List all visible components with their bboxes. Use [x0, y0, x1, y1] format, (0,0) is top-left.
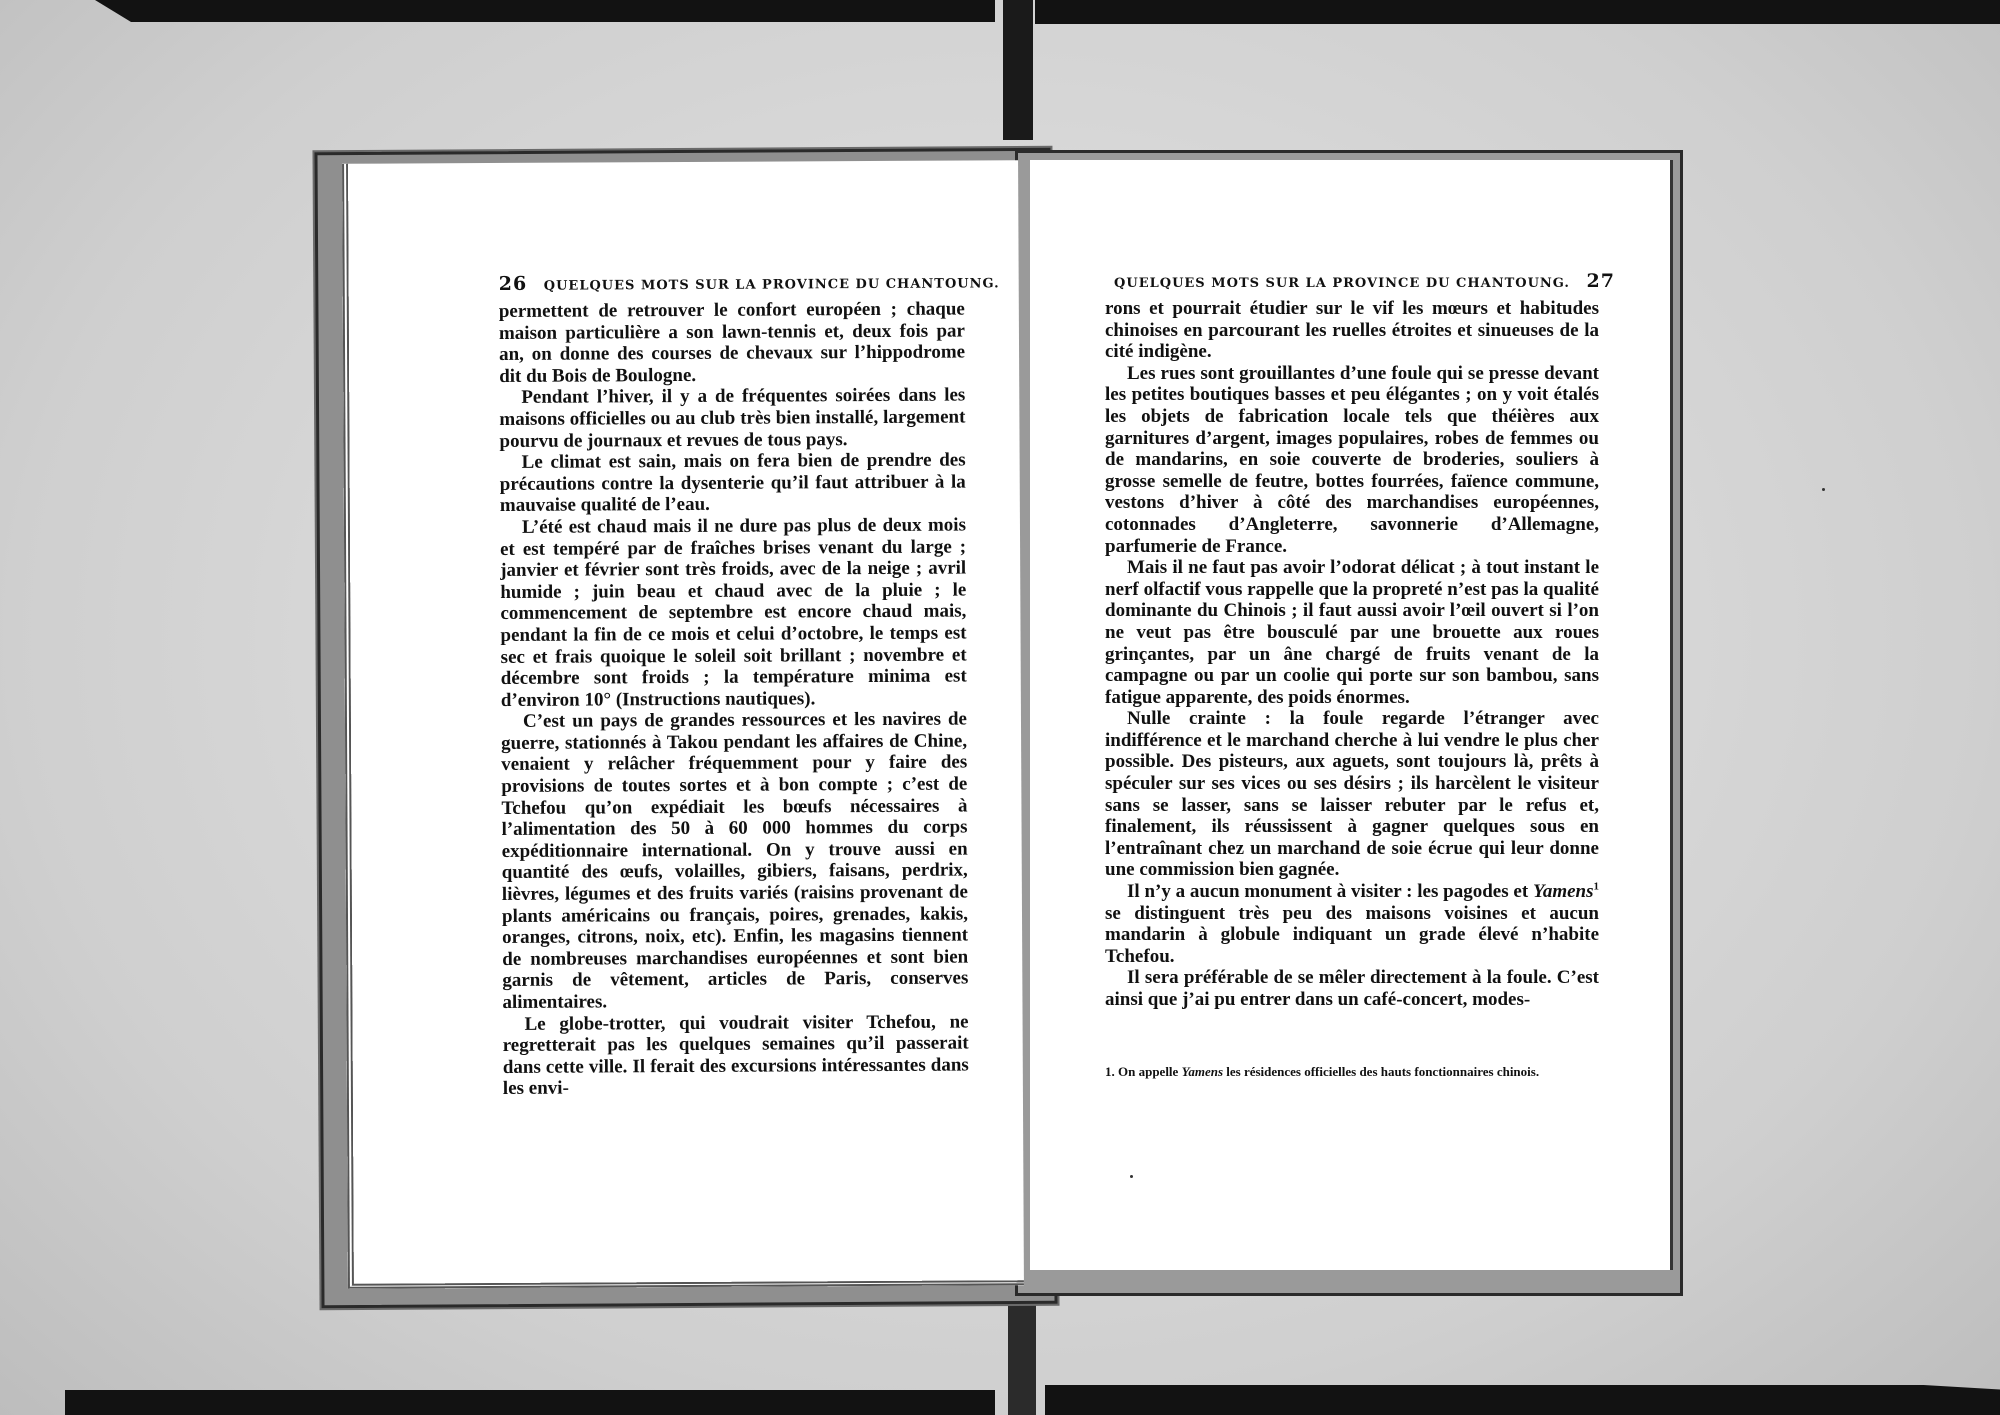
yamens-term: Yamens	[1532, 881, 1594, 903]
footnote-text-before: On appelle	[1118, 1064, 1182, 1079]
left-paragraph: L’été est chaud mais il ne dure pas plus de deux mois et est tempéré par de fraîches brises venant du large ; janvier et février sont très froids, avec de la neige ; avril humide ; juin beau et chaud avec de la pluie ; le commencement de septembre est encore chaud mais, pendant la fin de ce mois et celui d’octobre, le temps est sec et frais quoique le soleil soit brillant ; novembre et décembre sont froids ; la température minima est d’environ 10° (Instructions nautiques).	[500, 514, 967, 711]
right-running-title: QUELQUES MOTS SUR LA PROVINCE DU CHANTOUNG.	[1114, 276, 1570, 291]
footnote-marker: 1	[1593, 880, 1599, 893]
scan-bar-top-left	[95, 0, 995, 22]
monument-text-after: se distinguent très peu des maisons voisines et aucun mandarin à globule indiquant un grade élevé n’habite Tchefou.	[1105, 902, 1599, 967]
footnote	[1105, 1064, 1599, 1079]
left-paragraph: Pendant l’hiver, il y a de fréquentes soirées dans les maisons officielles ou au club très bien installé, largement pourvu de journaux et revues de tous pays.	[499, 384, 966, 452]
right-paragraph: rons et pourrait étudier sur le vif les mœurs et habitudes chinoises en parcourant les ruelles étroites et sinueuses de la cité indigène.	[1105, 298, 1599, 363]
scan-bar-top-right	[1035, 0, 2000, 24]
right-page-number: 27	[1586, 270, 1615, 292]
binding-spine-top	[1003, 0, 1033, 140]
footnote-text-after: les résidences officielles des hauts fonctionnaires chinois.	[1223, 1064, 1540, 1079]
right-paragraph-monument	[1105, 881, 1599, 967]
scan-bar-bottom-right	[1045, 1385, 2000, 1415]
left-page	[342, 160, 1024, 1289]
left-paragraph: permettent de retrouver le confort européen ; chaque maison particulière a son lawn-tennis et, deux fois par an, on donne des courses de chevaux sur l’hippodrome dit du Bois de Boulogne.	[498, 298, 966, 387]
monument-text-before: Il n’y a aucun monument à visiter : les pagodes et	[1127, 881, 1533, 903]
footnote-yamens: Yamens	[1181, 1064, 1223, 1079]
left-paragraph: Le climat est sain, mais on fera bien de prendre des précautions contre la dysenterie qu’il faut attribuer à la mauvaise qualité de l’eau.	[499, 449, 966, 517]
right-body-text	[1105, 298, 1599, 1011]
footnote-number: 1.	[1105, 1064, 1115, 1079]
right-paragraph: Nulle crainte : la foule regarde l’étranger avec indifférence et le marchand cherche à lui vendre le plus cher possible. Des pisteurs, aux aguets, sont toujours là, prêts à spéculer sur ses vices ou ses désirs ; ils harcèlent le visiteur sans se lasser, sans se laisser rebuter par le refus et, finalement, ils réussissent à gagner quelques sous en l’entraînant chez un marchand de soie écrue qui leur donne une commission bien gagnée.	[1105, 708, 1599, 881]
left-paragraph: Le globe-trotter, qui voudrait visiter Tchefou, ne regretterait pas les quelques semaines qu’il passerait dans cette ville. Il ferait des excursions intéressantes dans les envi-	[502, 1011, 969, 1100]
scan-bar-bottom-left	[65, 1390, 995, 1415]
right-paragraph: Mais il ne faut pas avoir l’odorat délicat ; à tout instant le nerf olfactif vous rappelle que la propreté n’est pas la qualité dominante du Chinois ; il faut aussi avoir l’œil ouvert si l’on ne veut pas être bousculé par une brouette aux roues grinçantes, par un âne chargé de fruits venant de la campagne ou par un coolie qui porte sur son bambou, sans fatigue apparente, des poids énormes.	[1105, 557, 1599, 708]
scan-speck	[1130, 1175, 1133, 1178]
scan-speck	[1822, 488, 1825, 491]
right-page	[1030, 160, 1673, 1270]
right-paragraph: Les rues sont grouillantes d’une foule qui se presse devant les petites boutiques basses et peu élégantes ; on y voit étalés les objets de fabrication locale tels que théières aux garnitures d’argent, images populaires, robes de femmes ou de mandarins, en soie couverte de broderies, souliers à grosse semelle de feutre, bottes fourrées, faïence commune, vestons d’hiver à côté des marchandises européennes, cotonnades d’Angleterre, savonnerie d’Allemagne, parfumerie de France.	[1105, 362, 1599, 557]
right-paragraph: Il sera préférable de se mêler directement à la foule. C’est ainsi que j’ai pu entrer dans un café-concert, modes-	[1105, 967, 1599, 1010]
left-running-head	[499, 270, 1000, 295]
left-body-text	[499, 299, 969, 1100]
left-page-number: 26	[498, 272, 528, 295]
right-running-head	[1114, 270, 1615, 292]
left-running-title: QUELQUES MOTS SUR LA PROVINCE DU CHANTOUNG.	[543, 276, 1000, 294]
left-paragraph: C’est un pays de grandes ressources et les navires de guerre, stationnés à Takou pendant les affaires de Chine, venaient y relâcher fréquemment pour y faire des provisions de toutes sortes et à bon compte ; c’est de Tchefou qu’on expédiait les bœufs nécessaires à l’alimentation des 50 à 60 000 hommes du corps expéditionnaire international. On y trouve aussi en quantité des œufs, volailles, gibiers, faisans, perdrix, lièvres, légumes et des fruits variés (raisins provenant de plants américains ou français, poires, grenades, kakis, oranges, citrons, noix, etc). Enfin, les magasins tiennent de nombreuses marchandises européennes et sont bien garnis de vêtement, articles de Paris, conserves alimentaires.	[501, 708, 969, 1013]
